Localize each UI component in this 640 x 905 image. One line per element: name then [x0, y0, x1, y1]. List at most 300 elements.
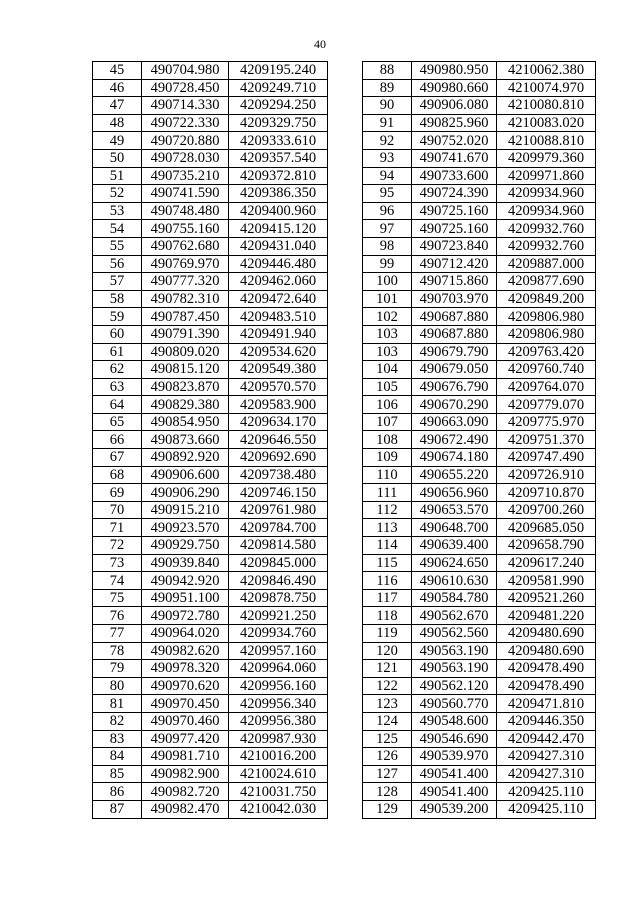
y-coordinate-cell: 4209425.110 [497, 800, 596, 818]
x-coordinate-cell: 490748.480 [142, 202, 229, 220]
point-number-cell: 101 [363, 290, 412, 308]
x-coordinate-cell: 490777.320 [142, 273, 229, 291]
y-coordinate-cell: 4209921.250 [229, 607, 328, 625]
y-coordinate-cell: 4209956.160 [229, 677, 328, 695]
table-row [93, 361, 328, 379]
y-coordinate-cell: 4209372.810 [229, 167, 328, 185]
y-coordinate-cell: 4209971.860 [497, 167, 596, 185]
x-coordinate-cell: 490546.690 [412, 730, 497, 748]
table-row [363, 712, 596, 730]
point-number-cell: 100 [363, 273, 412, 291]
table-row [93, 589, 328, 607]
point-number-cell: 47 [93, 97, 142, 115]
x-coordinate-cell: 490728.450 [142, 79, 229, 97]
table-row [93, 607, 328, 625]
x-coordinate-cell: 490539.970 [412, 748, 497, 766]
y-coordinate-cell: 4209779.070 [497, 396, 596, 414]
y-coordinate-cell: 4209427.310 [497, 748, 596, 766]
y-coordinate-cell: 4210088.810 [497, 132, 596, 150]
point-number-cell: 116 [363, 572, 412, 590]
y-coordinate-cell: 4209956.380 [229, 712, 328, 730]
point-number-cell: 105 [363, 378, 412, 396]
point-number-cell: 87 [93, 800, 142, 818]
x-coordinate-cell: 490610.630 [412, 572, 497, 590]
x-coordinate-cell: 490648.700 [412, 519, 497, 537]
y-coordinate-cell: 4209764.070 [497, 378, 596, 396]
point-number-cell: 53 [93, 202, 142, 220]
point-number-cell: 106 [363, 396, 412, 414]
x-coordinate-cell: 490653.570 [412, 501, 497, 519]
x-coordinate-cell: 490892.920 [142, 449, 229, 467]
table-row [363, 554, 596, 572]
table-row [363, 255, 596, 273]
table-row [93, 114, 328, 132]
y-coordinate-cell: 4209814.580 [229, 537, 328, 555]
y-coordinate-cell: 4209427.310 [497, 765, 596, 783]
table-row [363, 466, 596, 484]
x-coordinate-cell: 490829.380 [142, 396, 229, 414]
x-coordinate-cell: 490980.950 [412, 62, 497, 80]
x-coordinate-cell: 490704.980 [142, 62, 229, 80]
point-number-cell: 83 [93, 730, 142, 748]
table-row [93, 220, 328, 238]
x-coordinate-cell: 490663.090 [412, 413, 497, 431]
table-row [93, 519, 328, 537]
point-number-cell: 97 [363, 220, 412, 238]
x-coordinate-cell: 490982.900 [142, 765, 229, 783]
y-coordinate-cell: 4209534.620 [229, 343, 328, 361]
y-coordinate-cell: 4209877.690 [497, 273, 596, 291]
x-coordinate-cell: 490679.790 [412, 343, 497, 361]
y-coordinate-cell: 4209249.710 [229, 79, 328, 97]
y-coordinate-cell: 4209726.910 [497, 466, 596, 484]
x-coordinate-cell: 490733.600 [412, 167, 497, 185]
y-coordinate-cell: 4209617.240 [497, 554, 596, 572]
y-coordinate-cell: 4209763.420 [497, 343, 596, 361]
y-coordinate-cell: 4209775.970 [497, 413, 596, 431]
y-coordinate-cell: 4209195.240 [229, 62, 328, 80]
y-coordinate-cell: 4209415.120 [229, 220, 328, 238]
y-coordinate-cell: 4209480.690 [497, 642, 596, 660]
x-coordinate-cell: 490562.120 [412, 677, 497, 695]
table-row [93, 255, 328, 273]
table-row [93, 572, 328, 590]
y-coordinate-cell: 4209987.930 [229, 730, 328, 748]
point-number-cell: 102 [363, 308, 412, 326]
point-number-cell: 129 [363, 800, 412, 818]
table-row [93, 677, 328, 695]
x-coordinate-cell: 490562.670 [412, 607, 497, 625]
x-coordinate-cell: 490873.660 [142, 431, 229, 449]
point-number-cell: 55 [93, 237, 142, 255]
point-number-cell: 118 [363, 607, 412, 625]
x-coordinate-cell: 490755.160 [142, 220, 229, 238]
point-number-cell: 125 [363, 730, 412, 748]
x-coordinate-cell: 490720.880 [142, 132, 229, 150]
y-coordinate-cell: 4209446.350 [497, 712, 596, 730]
table-row [363, 695, 596, 713]
table-row [363, 642, 596, 660]
y-coordinate-cell: 4209685.050 [497, 519, 596, 537]
x-coordinate-cell: 490929.750 [142, 537, 229, 555]
table-row [93, 484, 328, 502]
y-coordinate-cell: 4210016.200 [229, 748, 328, 766]
point-number-cell: 108 [363, 431, 412, 449]
x-coordinate-cell: 490725.160 [412, 202, 497, 220]
x-coordinate-cell: 490541.400 [412, 765, 497, 783]
point-number-cell: 61 [93, 343, 142, 361]
table-row [93, 185, 328, 203]
y-coordinate-cell: 4209478.490 [497, 677, 596, 695]
point-number-cell: 127 [363, 765, 412, 783]
x-coordinate-cell: 490712.420 [412, 255, 497, 273]
y-coordinate-cell: 4209658.790 [497, 537, 596, 555]
y-coordinate-cell: 4209400.960 [229, 202, 328, 220]
x-coordinate-cell: 490703.970 [412, 290, 497, 308]
table-row [363, 361, 596, 379]
point-number-cell: 74 [93, 572, 142, 590]
table-row [363, 378, 596, 396]
table-row [93, 132, 328, 150]
x-coordinate-cell: 490741.590 [142, 185, 229, 203]
point-number-cell: 104 [363, 361, 412, 379]
x-coordinate-cell: 490769.970 [142, 255, 229, 273]
table-row [363, 730, 596, 748]
table-row [363, 589, 596, 607]
y-coordinate-cell: 4210074.970 [497, 79, 596, 97]
x-coordinate-cell: 490939.840 [142, 554, 229, 572]
point-number-cell: 92 [363, 132, 412, 150]
point-number-cell: 119 [363, 625, 412, 643]
table-row [93, 290, 328, 308]
x-coordinate-cell: 490825.960 [412, 114, 497, 132]
x-coordinate-cell: 490541.400 [412, 783, 497, 801]
point-number-cell: 62 [93, 361, 142, 379]
x-coordinate-cell: 490723.840 [412, 237, 497, 255]
table-row [93, 413, 328, 431]
point-number-cell: 66 [93, 431, 142, 449]
x-coordinate-cell: 490978.320 [142, 660, 229, 678]
x-coordinate-cell: 490981.710 [142, 748, 229, 766]
point-number-cell: 103 [363, 343, 412, 361]
x-coordinate-cell: 490915.210 [142, 501, 229, 519]
x-coordinate-cell: 490977.420 [142, 730, 229, 748]
x-coordinate-cell: 490656.960 [412, 484, 497, 502]
coordinates-table-right [362, 61, 596, 819]
y-coordinate-cell: 4209462.060 [229, 273, 328, 291]
x-coordinate-cell: 490815.120 [142, 361, 229, 379]
y-coordinate-cell: 4209386.350 [229, 185, 328, 203]
table-row [93, 378, 328, 396]
x-coordinate-cell: 490787.450 [142, 308, 229, 326]
y-coordinate-cell: 4209472.640 [229, 290, 328, 308]
table-row [363, 167, 596, 185]
point-number-cell: 67 [93, 449, 142, 467]
x-coordinate-cell: 490970.460 [142, 712, 229, 730]
table-row [93, 765, 328, 783]
point-number-cell: 112 [363, 501, 412, 519]
point-number-cell: 72 [93, 537, 142, 555]
y-coordinate-cell: 4209887.000 [497, 255, 596, 273]
point-number-cell: 126 [363, 748, 412, 766]
y-coordinate-cell: 4209964.060 [229, 660, 328, 678]
point-number-cell: 80 [93, 677, 142, 695]
table-row [93, 237, 328, 255]
point-number-cell: 59 [93, 308, 142, 326]
table-row [363, 114, 596, 132]
point-number-cell: 109 [363, 449, 412, 467]
y-coordinate-cell: 4209934.960 [497, 185, 596, 203]
table-row [93, 695, 328, 713]
x-coordinate-cell: 490982.620 [142, 642, 229, 660]
x-coordinate-cell: 490982.720 [142, 783, 229, 801]
point-number-cell: 75 [93, 589, 142, 607]
point-number-cell: 68 [93, 466, 142, 484]
x-coordinate-cell: 490854.950 [142, 413, 229, 431]
y-coordinate-cell: 4210062.380 [497, 62, 596, 80]
y-coordinate-cell: 4209932.760 [497, 237, 596, 255]
point-number-cell: 107 [363, 413, 412, 431]
table-row [93, 431, 328, 449]
table-row [363, 537, 596, 555]
point-number-cell: 58 [93, 290, 142, 308]
table-row [93, 167, 328, 185]
x-coordinate-cell: 490951.100 [142, 589, 229, 607]
x-coordinate-cell: 490782.310 [142, 290, 229, 308]
table-row [93, 62, 328, 80]
point-number-cell: 49 [93, 132, 142, 150]
point-number-cell: 69 [93, 484, 142, 502]
y-coordinate-cell: 4209934.760 [229, 625, 328, 643]
y-coordinate-cell: 4210042.030 [229, 800, 328, 818]
point-number-cell: 111 [363, 484, 412, 502]
y-coordinate-cell: 4210083.020 [497, 114, 596, 132]
x-coordinate-cell: 490584.780 [412, 589, 497, 607]
y-coordinate-cell: 4209491.940 [229, 325, 328, 343]
point-number-cell: 76 [93, 607, 142, 625]
point-number-cell: 56 [93, 255, 142, 273]
x-coordinate-cell: 490741.670 [412, 149, 497, 167]
y-coordinate-cell: 4209634.170 [229, 413, 328, 431]
y-coordinate-cell: 4209979.360 [497, 149, 596, 167]
point-number-cell: 122 [363, 677, 412, 695]
point-number-cell: 86 [93, 783, 142, 801]
point-number-cell: 124 [363, 712, 412, 730]
y-coordinate-cell: 4209932.760 [497, 220, 596, 238]
y-coordinate-cell: 4209849.200 [497, 290, 596, 308]
x-coordinate-cell: 490970.450 [142, 695, 229, 713]
table-row [363, 783, 596, 801]
y-coordinate-cell: 4209934.960 [497, 202, 596, 220]
y-coordinate-cell: 4209738.480 [229, 466, 328, 484]
y-coordinate-cell: 4209294.250 [229, 97, 328, 115]
x-coordinate-cell: 490970.620 [142, 677, 229, 695]
point-number-cell: 45 [93, 62, 142, 80]
x-coordinate-cell: 490980.660 [412, 79, 497, 97]
y-coordinate-cell: 4209760.740 [497, 361, 596, 379]
y-coordinate-cell: 4209700.260 [497, 501, 596, 519]
point-number-cell: 79 [93, 660, 142, 678]
table-row [93, 466, 328, 484]
table-row [363, 765, 596, 783]
point-number-cell: 103 [363, 325, 412, 343]
x-coordinate-cell: 490823.870 [142, 378, 229, 396]
point-number-cell: 114 [363, 537, 412, 555]
x-coordinate-cell: 490964.020 [142, 625, 229, 643]
x-coordinate-cell: 490674.180 [412, 449, 497, 467]
point-number-cell: 78 [93, 642, 142, 660]
point-number-cell: 115 [363, 554, 412, 572]
point-number-cell: 85 [93, 765, 142, 783]
table-row [363, 625, 596, 643]
point-number-cell: 98 [363, 237, 412, 255]
table-row [363, 237, 596, 255]
y-coordinate-cell: 4209425.110 [497, 783, 596, 801]
x-coordinate-cell: 490539.200 [412, 800, 497, 818]
y-coordinate-cell: 4209570.570 [229, 378, 328, 396]
table-row [363, 202, 596, 220]
point-number-cell: 65 [93, 413, 142, 431]
x-coordinate-cell: 490791.390 [142, 325, 229, 343]
y-coordinate-cell: 4209646.550 [229, 431, 328, 449]
table-row [363, 431, 596, 449]
point-number-cell: 90 [363, 97, 412, 115]
x-coordinate-cell: 490563.190 [412, 642, 497, 660]
table-row [93, 396, 328, 414]
table-row [363, 132, 596, 150]
point-number-cell: 73 [93, 554, 142, 572]
y-coordinate-cell: 4209846.490 [229, 572, 328, 590]
point-number-cell: 81 [93, 695, 142, 713]
point-number-cell: 88 [363, 62, 412, 80]
y-coordinate-cell: 4209784.700 [229, 519, 328, 537]
x-coordinate-cell: 490714.330 [142, 97, 229, 115]
point-number-cell: 51 [93, 167, 142, 185]
x-coordinate-cell: 490906.080 [412, 97, 497, 115]
table-row [93, 273, 328, 291]
y-coordinate-cell: 4209478.490 [497, 660, 596, 678]
table-row [93, 642, 328, 660]
y-coordinate-cell: 4210024.610 [229, 765, 328, 783]
x-coordinate-cell: 490687.880 [412, 308, 497, 326]
y-coordinate-cell: 4209581.990 [497, 572, 596, 590]
table-row [93, 554, 328, 572]
table-row [93, 800, 328, 818]
y-coordinate-cell: 4209357.540 [229, 149, 328, 167]
table-row [363, 800, 596, 818]
y-coordinate-cell: 4209957.160 [229, 642, 328, 660]
point-number-cell: 128 [363, 783, 412, 801]
x-coordinate-cell: 490562.560 [412, 625, 497, 643]
y-coordinate-cell: 4209481.220 [497, 607, 596, 625]
y-coordinate-cell: 4209761.980 [229, 501, 328, 519]
point-number-cell: 99 [363, 255, 412, 273]
point-number-cell: 120 [363, 642, 412, 660]
table-row [93, 308, 328, 326]
y-coordinate-cell: 4209333.610 [229, 132, 328, 150]
table-row [93, 449, 328, 467]
table-row [363, 484, 596, 502]
point-number-cell: 96 [363, 202, 412, 220]
y-coordinate-cell: 4209549.380 [229, 361, 328, 379]
x-coordinate-cell: 490548.600 [412, 712, 497, 730]
y-coordinate-cell: 4209806.980 [497, 325, 596, 343]
y-coordinate-cell: 4209751.370 [497, 431, 596, 449]
table-row [363, 97, 596, 115]
point-number-cell: 110 [363, 466, 412, 484]
y-coordinate-cell: 4209442.470 [497, 730, 596, 748]
y-coordinate-cell: 4210080.810 [497, 97, 596, 115]
point-number-cell: 60 [93, 325, 142, 343]
x-coordinate-cell: 490655.220 [412, 466, 497, 484]
table-row [93, 537, 328, 555]
point-number-cell: 82 [93, 712, 142, 730]
table-row [363, 62, 596, 80]
point-number-cell: 70 [93, 501, 142, 519]
table-row [363, 220, 596, 238]
point-number-cell: 95 [363, 185, 412, 203]
y-coordinate-cell: 4209583.900 [229, 396, 328, 414]
y-coordinate-cell: 4209878.750 [229, 589, 328, 607]
y-coordinate-cell: 4209521.260 [497, 589, 596, 607]
y-coordinate-cell: 4209845.000 [229, 554, 328, 572]
y-coordinate-cell: 4209483.510 [229, 308, 328, 326]
table-row [363, 149, 596, 167]
point-number-cell: 46 [93, 79, 142, 97]
table-row [363, 449, 596, 467]
table-row [363, 290, 596, 308]
x-coordinate-cell: 490624.650 [412, 554, 497, 572]
point-number-cell: 121 [363, 660, 412, 678]
table-row [93, 660, 328, 678]
y-coordinate-cell: 4209471.810 [497, 695, 596, 713]
x-coordinate-cell: 490672.490 [412, 431, 497, 449]
x-coordinate-cell: 490670.290 [412, 396, 497, 414]
table-row [93, 501, 328, 519]
x-coordinate-cell: 490752.020 [412, 132, 497, 150]
point-number-cell: 54 [93, 220, 142, 238]
y-coordinate-cell: 4209329.750 [229, 114, 328, 132]
page-number: 40 [314, 37, 326, 51]
x-coordinate-cell: 490762.680 [142, 237, 229, 255]
table-row [363, 273, 596, 291]
point-number-cell: 84 [93, 748, 142, 766]
x-coordinate-cell: 490923.570 [142, 519, 229, 537]
table-row [93, 712, 328, 730]
table-row [363, 343, 596, 361]
table-row [93, 730, 328, 748]
point-number-cell: 64 [93, 396, 142, 414]
coordinates-table-left [92, 61, 328, 819]
table-row [363, 748, 596, 766]
x-coordinate-cell: 490560.770 [412, 695, 497, 713]
point-number-cell: 48 [93, 114, 142, 132]
point-number-cell: 63 [93, 378, 142, 396]
table-row [363, 325, 596, 343]
y-coordinate-cell: 4209746.150 [229, 484, 328, 502]
point-number-cell: 89 [363, 79, 412, 97]
table-row [93, 325, 328, 343]
x-coordinate-cell: 490679.050 [412, 361, 497, 379]
x-coordinate-cell: 490639.400 [412, 537, 497, 555]
x-coordinate-cell: 490735.210 [142, 167, 229, 185]
x-coordinate-cell: 490715.860 [412, 273, 497, 291]
point-number-cell: 93 [363, 149, 412, 167]
table-row [363, 396, 596, 414]
x-coordinate-cell: 490563.190 [412, 660, 497, 678]
table-row [363, 607, 596, 625]
x-coordinate-cell: 490725.160 [412, 220, 497, 238]
